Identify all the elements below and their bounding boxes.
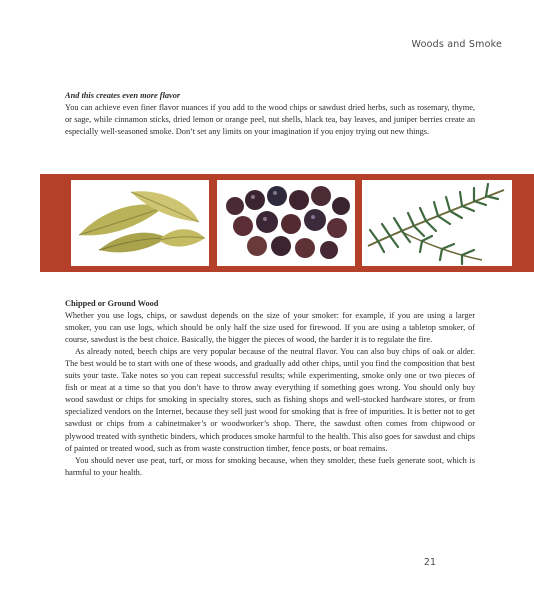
paragraph-wood-types: As already noted, beech chips are very popular because of the neutral flavor. You can also buy chips of oak or alder. The best would be to start with one of these woods, and gradually add other chips, until you find the composition that best suits your taste. Take notes so you can repeat successful results; while experimenting, smoke only one or two pieces of fish or meat at a time so that you don’t have to throw away everything if something goes wrong. You should only buy wood sawdust or chips for smoking in specialty stores, such as fishing shops and well-stocked hardware stores, or from specialized vendors on the Internet, because they sell just wood for smoking that is free of impurities. It is better not to get sawdust or chips from a cabinetmaker’s or woodworker’s shop. There, the sawdust often comes from chipwood or plywood treated with synthetic binders, which produces smoke harmful to the health. This also goes for sawdust and chips of painted or treated wood, such as from waste construction timber, fence posts, or boat remains.	[65, 347, 475, 453]
paragraph-flavor: You can achieve even finer flavor nuances if you add to the wood chips or sawdust dried herbs, such as rosemary, thyme, or sage, while cinnamon sticks, dried lemon or orange peel, nut shells, black tea, bay leaves, and juniper berries create an especially well-seasoned smoke. Don’t set any limits on your imagination if you enjoy trying out new things.	[65, 103, 475, 137]
section-chipped-wood	[65, 298, 475, 479]
bay-leaves-photo	[71, 180, 209, 266]
rosemary-photo	[362, 180, 512, 266]
running-head: Woods and Smoke	[411, 39, 502, 50]
section-flavor	[65, 90, 475, 138]
paragraph-wood-size: Whether you use logs, chips, or sawdust depends on the size of your smoker: for example, if you are using a larger smoker, you can use logs, which should be only half the size used for firewood. If you are using a tabletop smoker, of course, sawdust is the best choice. Basically, the bigger the pieces of wood, the harder it is to regulate the fire.	[65, 311, 475, 345]
photo-band	[40, 174, 534, 272]
page-number: 21	[423, 557, 436, 568]
juniper-berries-photo	[217, 180, 355, 266]
paragraph-peat-warning: You should never use peat, turf, or moss for smoking because, when they smolder, these fuels generate soot, which is harmful to your health.	[65, 455, 475, 477]
subheading-flavor: And this creates even more flavor	[65, 91, 181, 100]
subheading-chipped-wood: Chipped or Ground Wood	[65, 299, 159, 308]
